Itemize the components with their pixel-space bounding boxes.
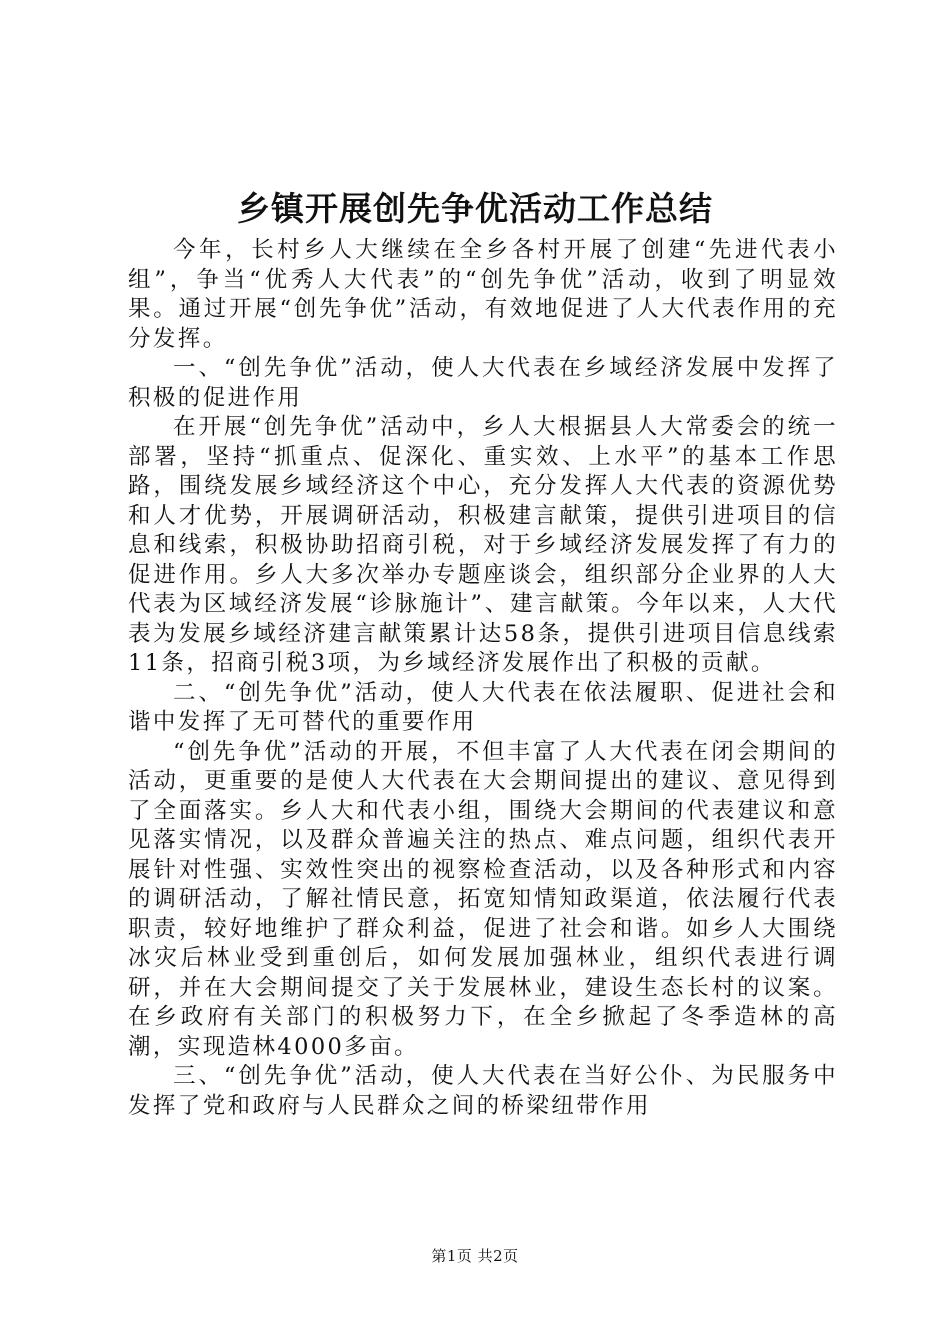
section-heading-3: 三、“创先争优”活动，使人大代表在当好公仆、为民服务中发挥了党和政府与人民群众之间的桥梁纽带作用 [128, 1063, 838, 1119]
document-body [128, 236, 838, 1121]
intro-paragraph: 今年，长村乡人大继续在全乡各村开展了创建“先进代表小组”，争当“优秀人大代表”的“创先争优”活动，收到了明显效果。通过开展“创先争优”活动，有效地促进了人大代表作用的充分发挥。 [128, 237, 838, 352]
page-number-footer: 第1页 共2页 [431, 1247, 519, 1265]
section-heading-1: 一、“创先争优”活动，使人大代表在乡域经济发展中发挥了积极的促进作用 [128, 355, 838, 411]
section-body-1: 在开展“创先争优”活动中，乡人大根据县人大常委会的统一部署，坚持“抓重点、促深化、重实效、上水平”的基本工作思路，围绕发展乡域经济这个中心，充分发挥人大代表的资源优势和人才优势，开展调研活动，积极建言献策，提供引进项目的信息和线索，积极协助招商引税，对于乡域经济发展发挥了有力的促进作用。乡人大多次举办专题座谈会，组织部分企业界的人大代表为区域经济发展“诊脉施计”、建言献策。今年以来，人大代表为发展乡域经济建言献策累计达58条，提供引进项目信息线索11条，招商引税3项，为乡域经济发展作出了积极的贡献。 [128, 414, 838, 676]
section-body-2: “创先争优”活动的开展，不但丰富了人大代表在闭会期间的活动，更重要的是使人大代表在大会期间提出的建议、意见得到了全面落实。乡人大和代表小组，围绕大会期间的代表建议和意见落实情况，以及群众普遍关注的热点、难点问题，组织代表开展针对性强、实效性突出的视察检查活动，以及各种形式和内容的调研活动，了解社情民意，拓宽知情知政渠道，依法履行代表职责，较好地维护了群众利益，促进了社会和谐。如乡人大围绕冰灾后林业受到重创后，如何发展加强林业，组织代表进行调研，并在大会期间提交了关于发展林业，建设生态长村的议案。在乡政府有关部门的积极努力下，在全乡掀起了冬季造林的高潮，实现造林4000多亩。 [128, 738, 838, 1060]
section-heading-2: 二、“创先争优”活动，使人大代表在依法履职、促进社会和谐中发挥了无可替代的重要作用 [128, 679, 838, 735]
document-title: 乡镇开展创先争优活动工作总结 [237, 189, 713, 228]
